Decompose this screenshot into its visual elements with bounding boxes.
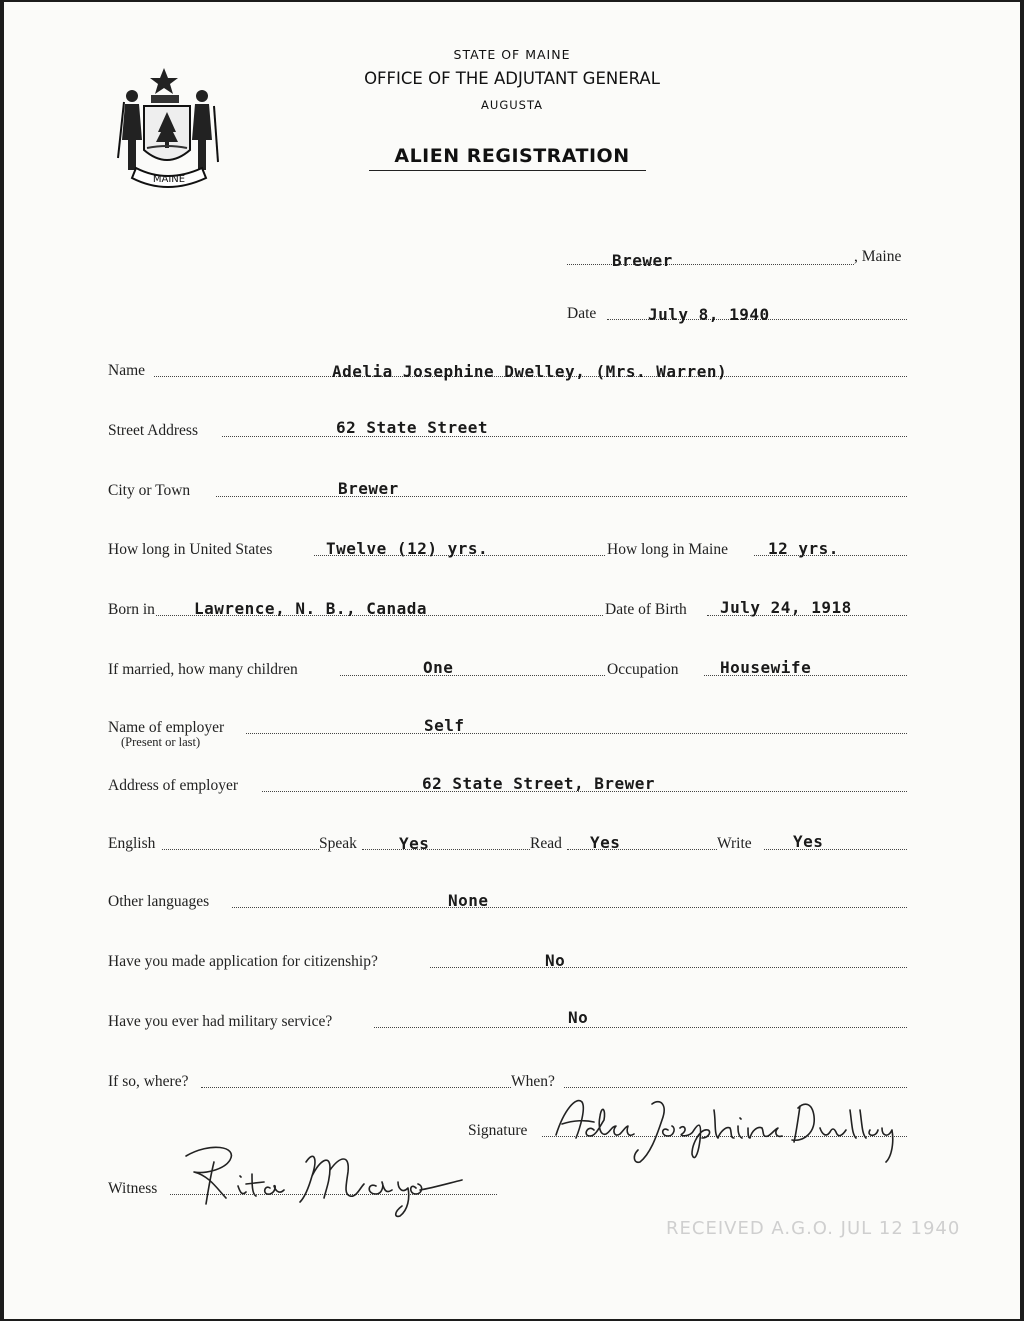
title-underline xyxy=(369,170,646,171)
name-label: Name xyxy=(108,362,146,379)
how-long-maine-label: How long in Maine xyxy=(607,541,728,558)
english-label: English xyxy=(108,835,156,852)
when-label: When? xyxy=(511,1073,555,1090)
born-in-value: Lawrence, N. B., Canada xyxy=(194,599,428,618)
read-value: Yes xyxy=(590,833,621,852)
header-office: OFFICE OF THE ADJUTANT GENERAL xyxy=(364,69,660,88)
other-languages-value: None xyxy=(448,891,489,910)
children-value: One xyxy=(423,658,454,677)
date-of-birth-label: Date of Birth xyxy=(605,601,687,618)
employer-name-label: Name of employer xyxy=(108,719,225,736)
applicant-signature xyxy=(542,1080,912,1170)
street-address-label: Street Address xyxy=(108,422,198,439)
header-state: STATE OF MAINE xyxy=(453,47,571,62)
name-value: Adelia Josephine Dwelley, (Mrs. Warren) xyxy=(332,362,728,381)
place-value: Brewer xyxy=(612,251,673,270)
read-label: Read xyxy=(530,835,562,852)
employer-name-note: (Present or last) xyxy=(121,735,201,749)
if-so-where-label: If so, where? xyxy=(108,1073,189,1090)
how-long-us-label: How long in United States xyxy=(108,541,273,558)
speak-value: Yes xyxy=(399,834,430,853)
employer-address-value: 62 State Street, Brewer xyxy=(422,774,656,793)
street-address-value: 62 State Street xyxy=(336,418,488,437)
signature-label: Signature xyxy=(468,1122,528,1139)
city-value: Brewer xyxy=(338,479,399,498)
how-long-us-value: Twelve (12) yrs. xyxy=(326,539,489,558)
born-in-label: Born in xyxy=(108,601,155,618)
witness-signature xyxy=(180,1132,480,1222)
registration-form xyxy=(4,2,1020,1319)
place-state-label: , Maine xyxy=(854,248,902,265)
city-label: City or Town xyxy=(108,482,191,499)
military-label: Have you ever had military service? xyxy=(108,1013,333,1030)
header-city: AUGUSTA xyxy=(481,98,543,112)
how-long-maine-value: 12 yrs. xyxy=(768,539,839,558)
employer-address-label: Address of employer xyxy=(108,777,238,794)
received-stamp: RECEIVED A.G.O. JUL 12 1940 xyxy=(666,1218,961,1239)
form-title: ALIEN REGISTRATION xyxy=(394,145,630,167)
occupation-value: Housewife xyxy=(720,658,812,677)
date-of-birth-value: July 24, 1918 xyxy=(720,598,852,617)
speak-label: Speak xyxy=(319,835,357,852)
date-label: Date xyxy=(567,305,597,322)
military-value: No xyxy=(568,1008,589,1027)
citizenship-label: Have you made application for citizenship? xyxy=(108,953,378,970)
employer-name-value: Self xyxy=(424,716,465,735)
other-languages-label: Other languages xyxy=(108,893,210,910)
svg-text:MAINE: MAINE xyxy=(152,174,186,185)
witness-label: Witness xyxy=(108,1180,158,1197)
write-label: Write xyxy=(717,835,752,852)
occupation-label: Occupation xyxy=(607,661,679,678)
write-value: Yes xyxy=(793,832,824,851)
children-label: If married, how many children xyxy=(108,661,298,678)
date-value: July 8, 1940 xyxy=(648,305,770,324)
citizenship-value: No xyxy=(545,951,566,970)
